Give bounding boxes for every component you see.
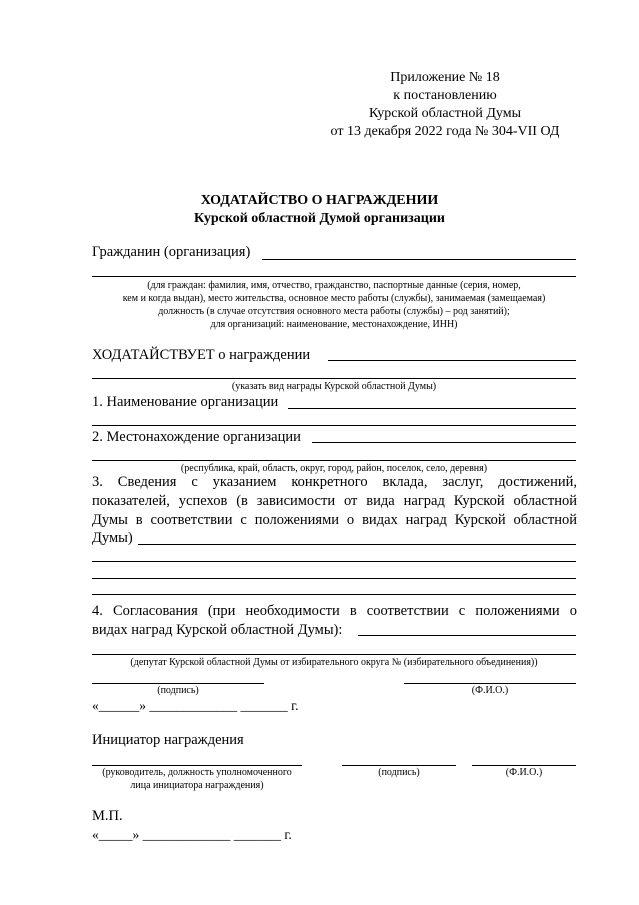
item2-label: 2. Местонахождение организации — [92, 429, 301, 445]
item4-text-line1: 4. Согласования (при необходимости в соответствии с положениями о — [92, 603, 577, 619]
item1-field-line2[interactable] — [92, 425, 576, 426]
citizen-label: Гражданин (организация) — [92, 244, 251, 260]
deputy-fio-note: (Ф.И.О.) — [471, 685, 509, 696]
appendix-header — [300, 69, 590, 141]
item3-field-line4[interactable] — [92, 594, 576, 595]
appendix-resolution: к постановлению — [393, 88, 497, 103]
item2-note: (республика, край, область, округ, город, район, поселок, село, деревня) — [180, 463, 488, 474]
citizen-note-2: кем и когда выдан), место жительства, основное место работы (службы), занимаемая (замещаемая) — [122, 293, 546, 304]
item3-text-line2: показателей, успехов (в зависимости от вида наград Курской областной — [92, 493, 577, 509]
item3-field-line3[interactable] — [92, 578, 576, 579]
citizen-field-line2[interactable] — [92, 276, 576, 277]
item3-text-line4: Думы) — [92, 530, 133, 546]
item1-label: 1. Наименование организации — [92, 394, 279, 410]
item3-field[interactable] — [138, 544, 576, 545]
deputy-signature-note: (подпись) — [157, 685, 199, 696]
stamp-label: М.П. — [92, 808, 123, 824]
citizen-note-3: должность (в случае отсутствия основного места работы (службы) – род занятий); — [158, 306, 510, 317]
petition-field[interactable] — [328, 360, 576, 361]
initiator-signature-note: (подпись) — [378, 767, 420, 778]
document-subtitle: Курской областной Думой организации — [194, 211, 445, 226]
petition-field-line2[interactable] — [92, 378, 576, 379]
petition-label: ХОДАТАЙСТВУЕТ о награждении — [92, 347, 311, 363]
petition-note: (указать вид награды Курской областной Думы) — [231, 381, 437, 392]
item4-field[interactable] — [358, 635, 576, 636]
deputy-note: (депутат Курской областной Думы от избирательного округа № (избирательного объединения)) — [130, 657, 538, 668]
document-title: ХОДАТАЙСТВО О НАГРАЖДЕНИИ — [200, 193, 439, 208]
item4-text-line2: видах наград Курской областной Думы): — [92, 622, 343, 638]
item4-date[interactable]: «______» _____________ _______ г. — [92, 698, 299, 713]
deputy-field[interactable] — [92, 654, 576, 655]
appendix-number: Приложение № 18 — [390, 70, 500, 85]
initiator-fio-note: (Ф.И.О.) — [505, 767, 543, 778]
citizen-note-4: для организаций: наименование, местонахождение, ИНН) — [210, 319, 458, 330]
item2-field[interactable] — [312, 442, 576, 443]
initiator-role-note-2: лица инициатора награждения) — [130, 780, 264, 791]
item2-field-line2[interactable] — [92, 460, 576, 461]
appendix-duma: Курской областной Думы — [368, 106, 521, 121]
item3-text-line3: Думы в соответствии с положениями о видах наград Курской областной — [92, 512, 577, 528]
item3-text-line1: 3. Сведения с указанием конкретного вклада, заслуг, достижений, — [92, 474, 577, 490]
item1-field[interactable] — [288, 408, 576, 409]
stamp-date[interactable]: «_____» _____________ _______ г. — [92, 827, 292, 842]
item3-field-line2[interactable] — [92, 561, 576, 562]
citizen-note-1: (для граждан: фамилия, имя, отчество, гражданство, паспортные данные (серия, номер, — [147, 280, 521, 291]
initiator-role-note-1: (руководитель, должность уполномоченного — [102, 767, 292, 778]
initiator-label: Инициатор награждения — [92, 732, 244, 748]
appendix-date: от 13 декабря 2022 года № 304-VII ОД — [330, 124, 560, 139]
citizen-field[interactable] — [262, 259, 576, 260]
